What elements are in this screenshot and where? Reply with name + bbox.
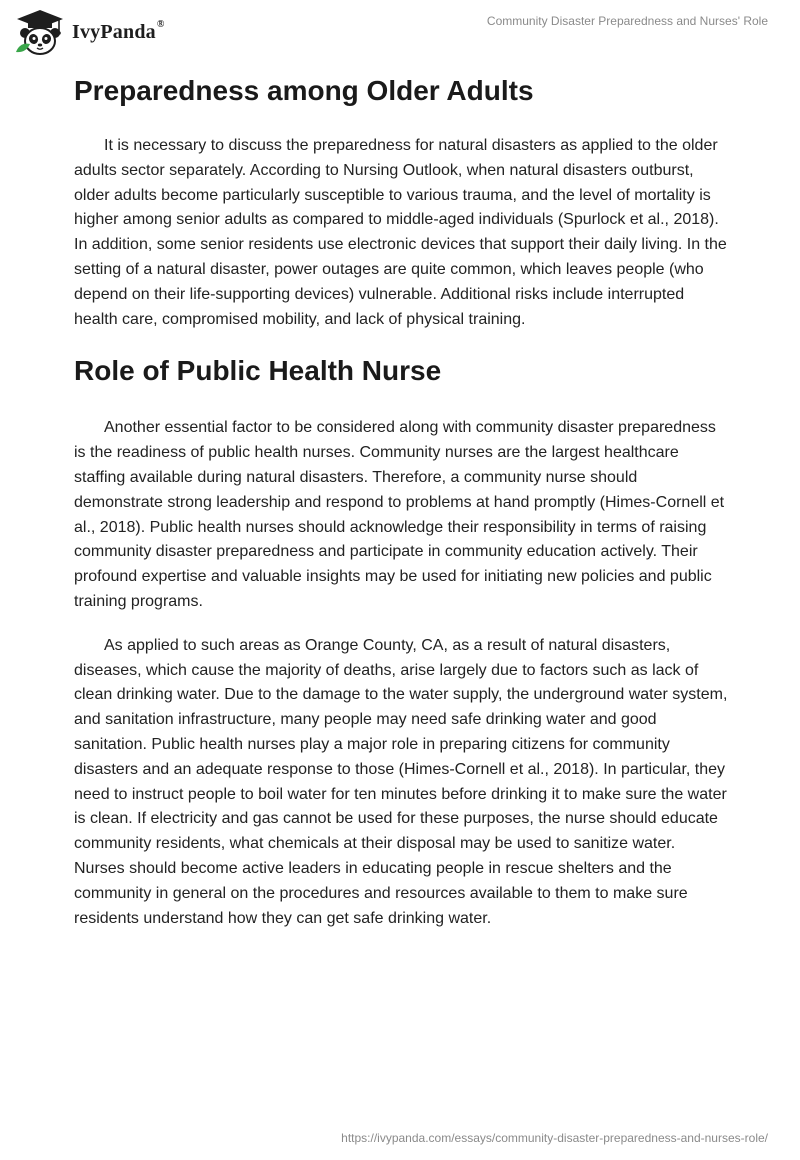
panda-graduation-cap-icon	[14, 8, 66, 56]
essay-content	[74, 72, 728, 931]
section-heading-older-adults: Preparedness among Older Adults	[74, 75, 534, 106]
paragraph: It is necessary to discuss the preparedness for natural disasters as applied to the older adults sector separately. According to Nursing Outlook, when natural disasters outburst, older adults become particularly susceptible to various trauma, and the level of mortality is higher among senior adults as compared to middle-aged individuals (Spurlock et al., 2018). In addition, some senior residents use electronic devices that support their daily living. In the setting of a natural disaster, power outages are quite common, which leaves people (who depend on their life-supporting devices) vulnerable. Additional risks include interrupted health care, compromised mobility, and lack of physical training.	[74, 137, 727, 328]
source-url[interactable]: https://ivypanda.com/essays/community-disaster-preparedness-and-nurses-role/	[341, 1131, 768, 1145]
document-title: Community Disaster Preparedness and Nurses' Role	[486, 14, 768, 28]
section-heading-public-health-nurse: Role of Public Health Nurse	[74, 355, 442, 387]
brand-name: IvyPanda®	[72, 18, 165, 43]
paragraph: Another essential factor to be considered along with community disaster preparedness is the readiness of public health nurses. Community nurses are the largest healthcare staffing available during natural disasters. Therefore, a community nurse should demonstrate strong leadership and respond to problems at hand promptly (Himes-Cornell et al., 2018). Public health nurses should acknowledge their responsibility in terms of raising community disaster preparedness and participate in community education actively. Their profound expertise and valuable insights may be used for initiating new policies and public training programs.	[74, 419, 725, 610]
paragraph: As applied to such areas as Orange County, CA, as a result of natural disasters, diseases, which cause the majority of deaths, arise largely due to factors such as lack of clean drinking water. Due to the damage to the water supply, the underground water system, and sanitation infrastructure, many people may need safe drinking water and good sanitation. Public health nurses play a major role in preparing citizens for community disasters and an adequate response to those (Himes-Cornell et al., 2018). In particular, they need to instruct people to boil water for ten minutes before drinking it to make sure the water is clean. If electricity and gas cannot be used for these purposes, the nurse should educate community residents, what chemicals at their disposal may be used to sanitize water. Nurses should become active leaders in educating people in rescue shelters and the community in general on the procedures and resources available to them to make sure residents understand how they can get safe drinking water.	[74, 636, 728, 927]
ivypanda-logo[interactable]	[14, 8, 165, 56]
page-header	[0, 0, 800, 60]
